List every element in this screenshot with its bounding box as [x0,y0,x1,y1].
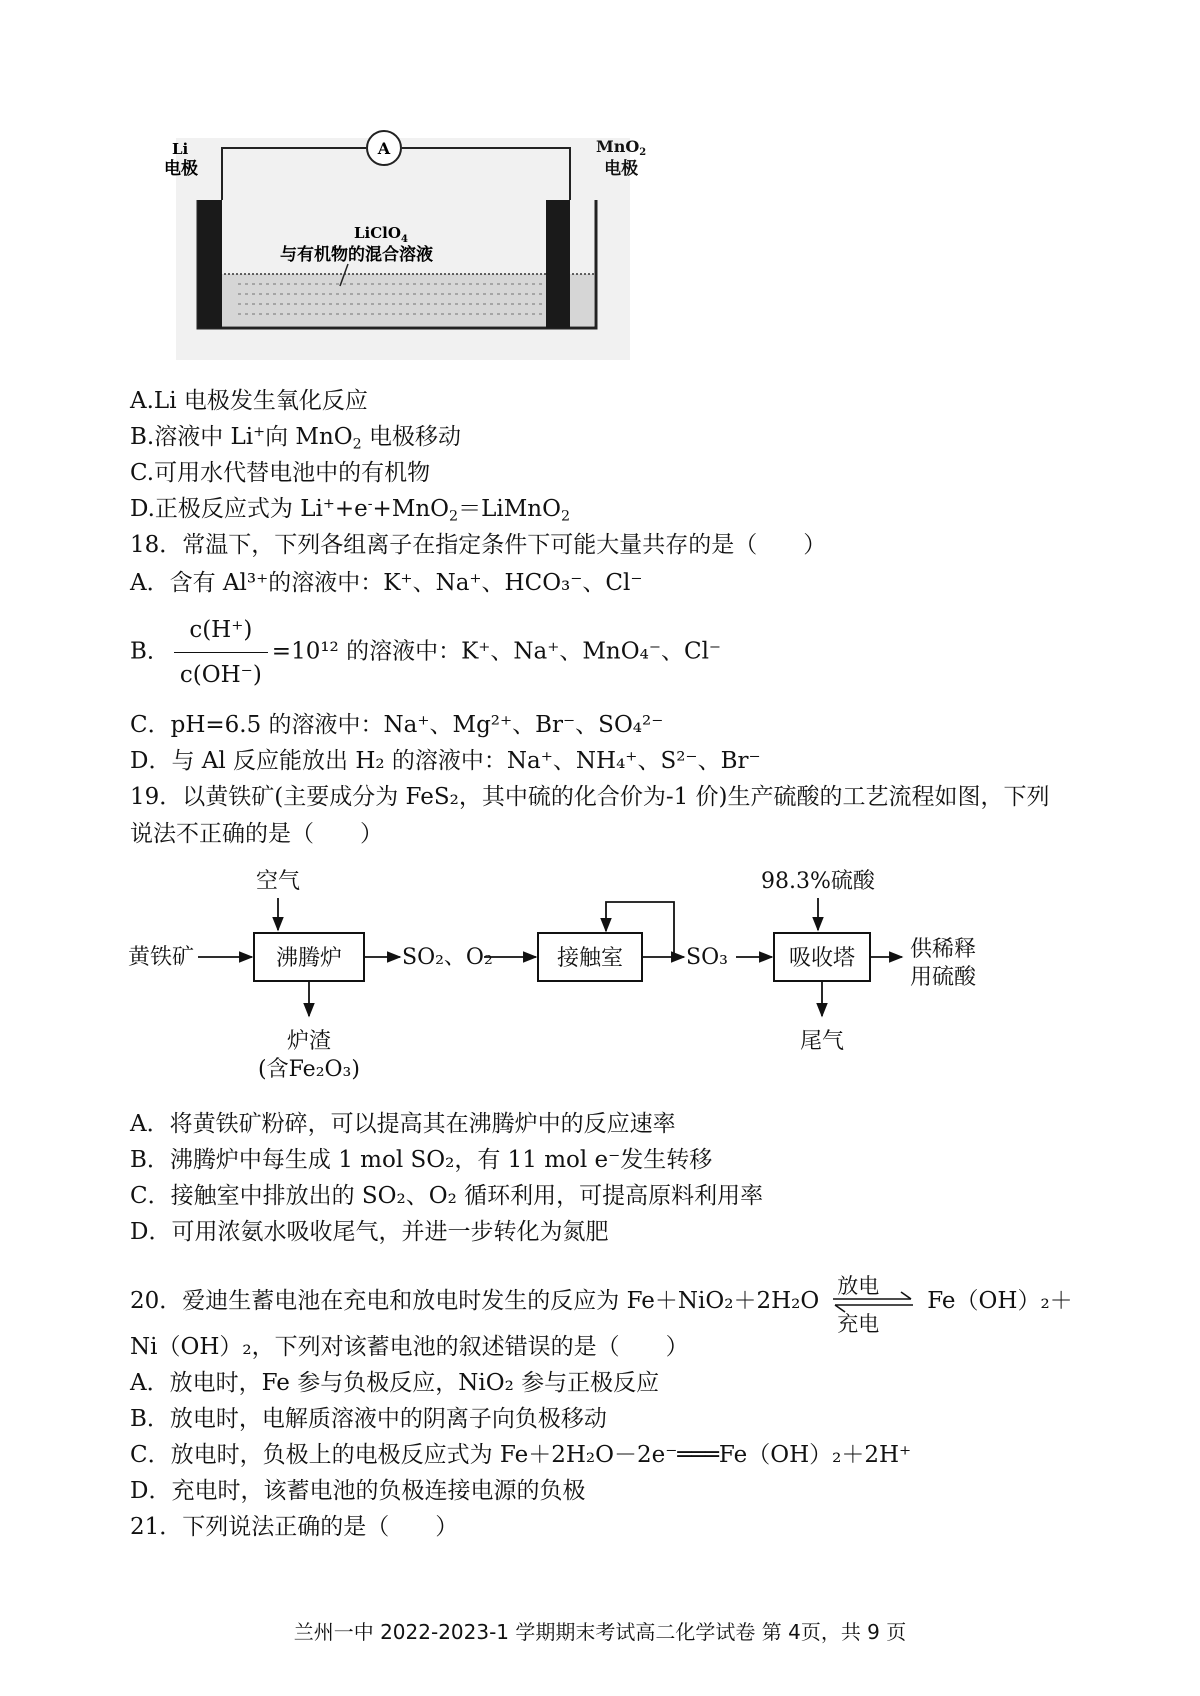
li-electrode-label-2: 电极 [164,159,198,179]
page-footer: 兰州一中 2022-2023-1 学期期末考试高二化学试卷 第 4页，共 9 页 [293,1620,907,1644]
flow-air-label: 空气 [255,869,301,894]
q17-option-c: C.可用水代替电池中的有机物 [130,460,431,486]
q17-option-d: D.正极反应式为 Li++e-+MnO$_2$＝LiMnO$_2$ [130,496,571,525]
flow-slag-label-2: (含Fe₂O₃) [258,1057,360,1082]
q19-option-c: C．接触室中排放出的 SO₂、O₂ 循环利用，可提高原料利用率 [130,1183,764,1209]
flow-pyrite-label: 黄铁矿 [128,945,195,970]
flow-tail-gas-label: 尾气 [799,1029,845,1054]
q18-option-c: C．pH=6.5 的溶液中：Na⁺、Mg²⁺、Br⁻、SO₄²⁻ [130,712,664,738]
q20-option-b: B．放电时，电解质溶液中的阴离子向负极移动 [130,1406,607,1432]
li-electrode-label-1: Li [172,140,189,158]
q18-option-b: B． $\frac{c(H^+)}{c(OH^-)}$ =10¹² 的溶液中：K⁺、Na⁺、MnO₄⁻、Cl⁻ [130,612,721,693]
q19-stem-line-1: 19．以黄铁矿(主要成分为 FeS₂，其中硫的化合价为-1 价)生产硫酸的工艺流程如图，下列 [130,784,1050,810]
flow-acid-label: 98.3%硫酸 [761,869,875,894]
solution-label-1: LiClO$_4$ [354,224,408,245]
q20-option-c: C．放电时，负极上的电极反应式为 Fe＋2H₂O－2e⁻═══Fe（OH）₂＋2H⁺ [130,1442,912,1468]
concentration-ratio-fraction: $\frac{c(H^+)}{c(OH^-)}$ [174,612,268,693]
q19-option-d: D．可用浓氨水吸收尾气，并进一步转化为氮肥 [130,1219,609,1245]
q21-stem: 21．下列说法正确的是（ ） [130,1514,459,1540]
flow-so2-o2-label: SO₂、O₂ [402,945,493,970]
flow-slag-label-1: 炉渣 [286,1029,332,1054]
reversible-reaction-arrow: 放电 充电 [829,1278,917,1326]
mno2-electrode-label: MnO$_2$ 电极 [596,137,647,179]
battery-cell-figure [164,138,630,360]
q20-stem-line-2: Ni（OH）₂，下列对该蓄电池的叙述错误的是（ ） [130,1334,689,1360]
q20-option-d: D．充电时，该蓄电池的负极连接电源的负极 [130,1478,586,1504]
flow-furnace-label: 沸腾炉 [275,946,343,971]
mno2-electrode [546,200,570,328]
ammeter-label: A [377,139,391,158]
q19-option-a: A．将黄铁矿粉碎，可以提高其在沸腾炉中的反应速率 [130,1111,676,1137]
q18-option-d: D．与 Al 反应能放出 H₂ 的溶液中：Na⁺、NH₄⁺、S²⁻、Br⁻ [130,748,761,774]
flow-output-label: 供稀释 用硫酸 [910,937,977,990]
q17-option-a: A.Li 电极发生氧化反应 [130,388,368,414]
q20-option-a: A．放电时，Fe 参与负极反应，NiO₂ 参与正极反应 [130,1370,660,1396]
sulfuric-acid-process-flowchart [128,858,908,1084]
q17-option-b: B.溶液中 Li+向 MnO$_2$ 电极移动 [130,424,462,453]
solution-label-2: 与有机物的混合溶液 [280,245,433,265]
q18-option-a: A．含有 Al³⁺的溶液中：K⁺、Na⁺、HCO₃⁻、Cl⁻ [130,570,643,596]
flow-absorber-label: 吸收塔 [788,946,856,971]
li-electrode [198,200,222,328]
flow-so3-label: SO₃ [686,945,728,970]
flow-contact-label: 接触室 [556,946,624,971]
electrolyte-solution [200,274,594,326]
q18-stem: 18．常温下，下列各组离子在指定条件下可能大量共存的是（ ） [130,532,827,558]
q19-stem-line-2: 说法不正确的是（ ） [130,821,383,847]
q20-stem-line-1: 20．爱迪生蓄电池在充电和放电时发生的反应为 Fe＋NiO₂＋2H₂O 放电 充电 Fe（OH）₂＋ [130,1274,1073,1336]
q19-option-b: B．沸腾炉中每生成 1 mol SO₂，有 11 mol e⁻发生转移 [130,1147,713,1173]
